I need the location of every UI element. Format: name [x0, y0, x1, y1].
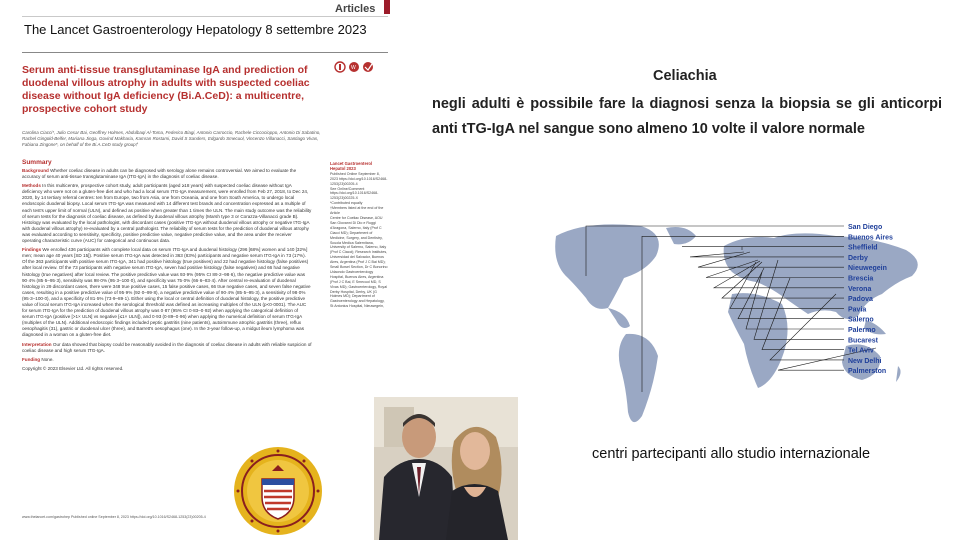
city-label-pavia: Pavia: [848, 306, 867, 314]
abstract-findings: Findings We enrolled 436 participants with complete local data on serum tTG-IgA and duodenal histology (296 [68%] women and 140 [32%] men; mean age 40 years [SD 15]). Positive serum tTG-IgA was detected in 363 (83%) participants and negative serum tTG-IgA in 73 (17%). Of the 363 participants with positive serum tTG-IgA, 341 had positive histology (true positives) and 22 had negative histology (false positives) after local review. Of the 73 participants with negative serum tTG-IgA, seven had positive histology (false negatives) and 66 had negative histology (true negatives) after local review. The positive predictive value was 93·9% (95% CI 89·2–98·6), the negative predictive value was 90·4% (85·5–95·3), sensitivity was 98·0% (95·3–100·0), and specificity was 75·0% (66·6–83·4). After central re-evaluation of duodenal histology in 29 discordant cases, there were 348 true positive cases, 15 false positive cases, 66 true negative cases, and seven false negative cases, resulting in a positive predictive value of 95·9% (92·0–99·8), a negative predictive value of 90·4% (85·5–95·3), a sensitivity of 98·0% (95·3–100·0), and a specificity of 81·5% (73·9–89·1). Either using the local or central definition of duodenal histology, the positive predictive value of local serum tTG-IgA increased when the serological threshold was defined as increasing multiples of the ULN (p<0·0001). The AUC for serum tTG-IgA for the prediction of duodenal villous atrophy was 0·87 (95% CI 0·83–0·92) when applying the categorical definition of serum tTG-IgA (positive [>1× ULN] vs negative [≤1× ULN]), and 0·93 (0·89–0·96) when applying the numerical definition of serum tTG-IgA (multiples of the ULN). Additional endoscopic findings included peptic gastritis (nine patients), autoimmune atrophic gastritis (three), reflux oesophagitis (31), gastric or duodenal ulcer (three), and Barrett's oesophagus (one). In the 3-year follow-up, a midgut ileum lymphoma was diagnosed in a woman on a gluten-free diet.: [22, 247, 311, 338]
city-label-verona: Verona: [848, 285, 872, 293]
city-label-tel-aviv: Tel Aviv: [848, 347, 874, 355]
sidebar-members: †Members listed at the end of the Article: [330, 206, 384, 216]
article-page: [22, 52, 388, 530]
sidebar-contrib: *Contributed equally: [330, 201, 363, 206]
abstract-background: Background Whether coeliac disease in adults can be diagnosed with serology alone remains controversial. We aimed to evaluate the accuracy of serum anti-tissue transglutaminase IgA (tTG-IgA) in the diagnosis of coeliac disease.: [22, 168, 297, 180]
page-divider: [22, 52, 388, 53]
city-label-buenos-aires: Buenos Aires: [848, 234, 893, 242]
city-label-bucarest: Bucarest: [848, 337, 878, 345]
articles-accent-bar: [384, 0, 390, 14]
article-sidebar: [330, 162, 388, 309]
sidebar-affiliations: Centre for Coeliac Disease, AOU San Giovanni Di Dio e Ruggi d'Aragona, Salerno, Italy (Prof C Ciacci MD); Department of Medicine, Surgery, and Dentistry, Scuola Medica Salernitana, University of Salerno, Salerno, Italy (Prof C Ciacci); Research Institutes, Universidad del Salvador, Buenos Aires, Argentina (Prof J C Bai MD); Small Bowel Section, Dr C Bonorino Udaondo Gastroenterology Hospital, Buenos Aires, Argentina (Prof J C Bai, E Smecuol MD, S Vivas MD); Gastroenterology, Royal Derby Hospital, Derby, UK (G Holmes MD); Department of Gastroenterology and Hepatology, St Antonius Hospital, Nieuwegein,: [330, 215, 388, 309]
city-label-palmerston: Palmerston: [848, 368, 887, 376]
article-authors: Carolina Ciacci*, Julio Cesar Bai, Geoffrey Holmes, Abdulbaqi Al-Toma, Federico Biagi, Antonio Carroccio, Rachele Ciccocioppo, Antonio Di Sabatino, Rachel Gingold-Belfer, Mariana Jinga, Govind Makharia, Kamran Rostami, David S Sanders, Edgardo Smecuol, Vincenzo Villanacci, Santiago Vivas, Fabiana Zingone*, on behalf of the Bi.A.CeD study group†: [22, 130, 321, 147]
sidebar-online: Published Online September 8, 2023 https://doi.org/10.1016/S2468-1253(23)00205-4: [330, 171, 388, 186]
open-access-logo-icon: [334, 60, 380, 74]
abstract-copyright: Copyright © 2023 Elsevier Ltd. All rights reserved.: [22, 365, 124, 371]
map-caption: centri partecipanti allo studio internazionale: [592, 446, 871, 462]
abstract-methods: Methods In this multicentre, prospective cohort study, adult participants (aged ≥18 years) with suspected coeliac disease without IgA deficiency who were not on a gluten-free diet and who had a local serum tTG-IgA measurement, were enrolled from Feb 27, 2018, to Dec 24, 2020, by 14 tertiary referral centres: ten from Europe, two from Asia, one from Oceania, and one from South America, to undergo local endoscopic duodenal biopsy. Local serum tTG-IgA was measured with 14 different test brands and concentration expressed as a multiple of each test's upper limit of normal (ULN), and defined as positive when greater than 1 times the ULN. The main study outcome was the reliability of serum tests for the diagnosis of coeliac disease, as defined by duodenal villous atrophy (Marsh type 3 or Corazza-Villanacci grade B). Histology was evaluated by the local pathologist, with discordant cases (positive tTG-IgA without duodenal villous atrophy or negative tTG-IgA with duodenal villous atrophy) re-evaluated by a central pathologist. The reliability of serum tests for the prediction of duodenal villous atrophy was evaluated according to sensitivity, specificity, positive predictive value, negative predictive value, and the area under the receiver operating characteristic curve (AUC) for categorical and continuous data.: [22, 183, 312, 244]
svg-text:W: W: [351, 65, 356, 71]
city-label-brescia: Brescia: [848, 275, 874, 283]
city-label-sheffield: Sheffield: [848, 244, 878, 252]
articles-section-label: Articles: [335, 3, 376, 15]
summary-heading: Summary: [22, 159, 52, 166]
abstract-interpretation: Interpretation Our data showed that biopsy could be reasonably avoided in the diagnosis of coeliac disease in adults with reliable suspicion of coeliac disease and high serum tTG-IgA.: [22, 341, 312, 353]
slide-heading: Celiachia: [653, 68, 717, 84]
participating-centres-map: [546, 216, 946, 446]
top-divider: [22, 16, 388, 17]
sidebar-journal: Lancet Gastroenterol Hepatol 2023: [330, 161, 373, 171]
journal-label: The Lancet Gastroenterology Hepatology 8 settembre 2023: [24, 22, 367, 37]
researchers-photo: [374, 397, 518, 540]
university-seal-icon: [232, 445, 324, 537]
abstract-body: [22, 168, 312, 375]
sidebar-comment: See Online/Comment https://doi.org/10.1016/S2468-1253(23)00225-X: [330, 186, 379, 201]
city-label-palermo: Palermo: [848, 327, 876, 334]
article-footer: www.thelancet.com/gastrohep Published online September 8, 2023 https://doi.org/10.1016/S2468-1253(23)00205-4: [22, 515, 206, 519]
city-label-new-delhi: New Delhi: [848, 357, 882, 365]
city-label-padova: Padova: [848, 296, 873, 304]
city-label-san-diego: San Diego: [848, 224, 883, 231]
article-title: Serum anti-tissue transglutaminase IgA and prediction of duodenal villous atrophy in adults with suspected coeliac disease without IgA deficiency (Bi.A.CeD): a multicentre, prospective cohort study: [22, 64, 310, 115]
city-label-salerno: Salerno: [848, 316, 874, 324]
city-label-derby: Derby: [848, 254, 868, 262]
city-label-nieuwegein: Nieuwegein: [848, 265, 887, 273]
slide-statement: negli adulti è possibile fare la diagnosi senza la biopsia se gli anticorpi anti tTG-IgA nel sangue sono almeno 10 volte il valore normale: [432, 96, 942, 137]
abstract-funding: Funding None.: [22, 356, 54, 362]
